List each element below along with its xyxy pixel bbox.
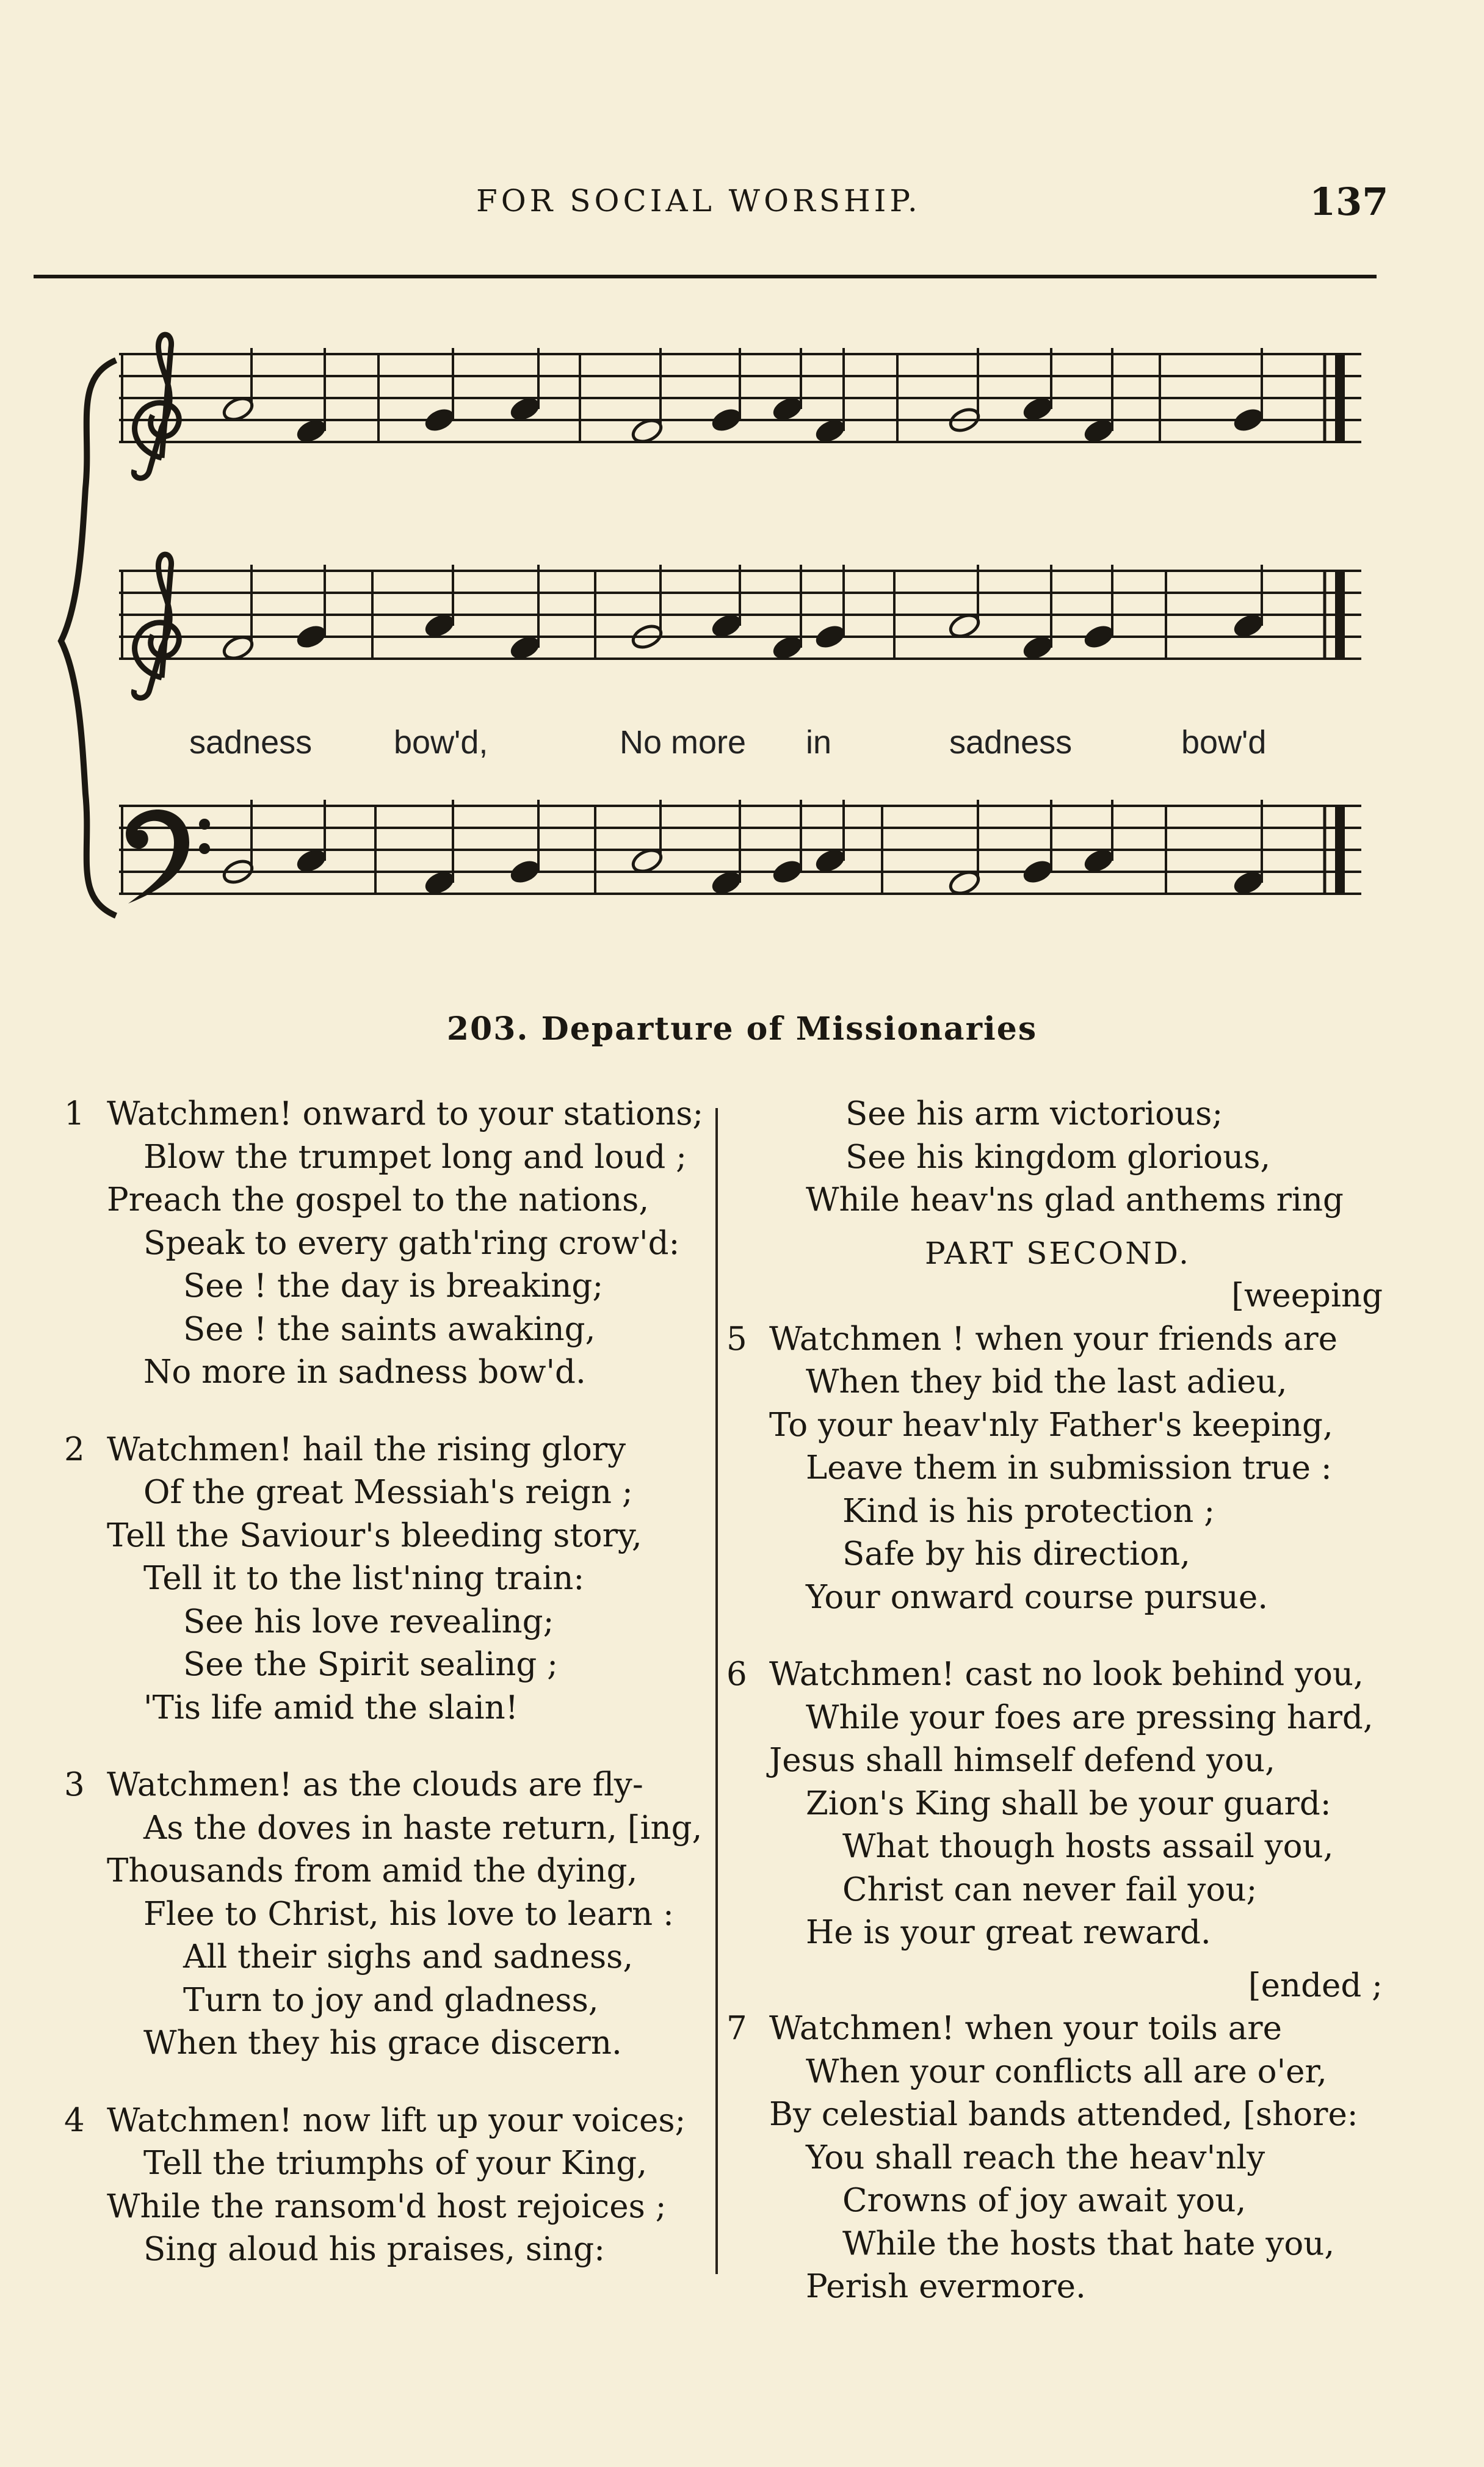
verse-line: Your onward course pursue. <box>806 1578 1269 1616</box>
treble-clef-icon <box>134 335 179 478</box>
verse-1 <box>64 1093 714 1394</box>
music-lyric: sadness <box>949 724 1073 761</box>
note-head <box>770 857 805 886</box>
column-divider <box>715 1108 718 2274</box>
verse-line: Turn to joy and gladness, <box>183 1981 599 2019</box>
verse-line: While heav'ns glad anthems ring <box>806 1181 1344 1219</box>
verse-line: Thousands from amid the dying, <box>107 1852 638 1889</box>
verse-2 <box>64 1429 714 1730</box>
verse-line: Speak to every gath'ring crow'd: <box>143 1224 680 1262</box>
verse-line: Blow the trumpet long and loud ; <box>143 1138 687 1176</box>
part-heading: PART SECOND. <box>924 1235 1191 1271</box>
music-score <box>0 0 1484 989</box>
verse-line: By celestial bands attended, [shore: <box>769 2096 1358 2133</box>
verse-line: See his arm victorious; <box>845 1095 1223 1132</box>
verse-line: Watchmen! cast no look behind you, <box>769 1656 1364 1693</box>
verse-line: See ! the day is breaking; <box>183 1267 604 1305</box>
verse-line: When they his grace discern. <box>143 2024 622 2062</box>
note-head <box>813 622 847 651</box>
verse-number: 4 <box>64 2101 85 2139</box>
running-title: FOR SOCIAL WORSHIP. <box>476 183 921 219</box>
verse-7 <box>726 1965 1389 2309</box>
verse-line: Christ can never fail you; <box>842 1871 1258 1908</box>
verse-line: Preach the gospel to the nations, <box>107 1181 650 1219</box>
verse-5 <box>726 1275 1389 1619</box>
note-head <box>1021 857 1055 886</box>
verse-line: While the ransom'd host rejoices ; <box>107 2187 667 2225</box>
verse-line: Kind is his protection ; <box>842 1492 1215 1530</box>
verse-line: See ! the saints awaking, <box>183 1310 596 1348</box>
music-lyric: in <box>806 724 832 761</box>
verse-line: 'Tis life amid the slain! <box>143 1689 519 1726</box>
hymn-heading: 203. Departure of Missionaries <box>446 1010 1038 1048</box>
right-column <box>726 1093 1389 2319</box>
note-head <box>1231 405 1265 434</box>
verse-line: Tell the triumphs of your King, <box>143 2145 648 2182</box>
verse-line: Perish evermore. <box>806 2268 1086 2305</box>
verse-line: Leave them in submission true : <box>806 1449 1332 1487</box>
verse-number: 3 <box>64 1766 85 1803</box>
music-lyric: sadness <box>189 724 313 761</box>
verse-number: 7 <box>726 2010 747 2047</box>
bass-clef-icon <box>126 810 210 904</box>
treble-clef-icon <box>134 554 179 698</box>
system-brace-icon <box>61 360 116 916</box>
verse-line: He is your great reward. <box>806 1914 1211 1951</box>
verse-line: Watchmen ! when your friends are <box>769 1320 1338 1358</box>
page-number: 137 <box>1309 179 1389 224</box>
verse-line: You shall reach the heav'nly <box>806 2139 1265 2176</box>
verse-line: Tell the Saviour's bleeding story, <box>107 1516 642 1554</box>
verse-number: 5 <box>726 1320 747 1358</box>
verse-line: While your foes are pressing hard, <box>806 1698 1374 1736</box>
note-head <box>709 405 744 434</box>
music-lyric: bow'd, <box>394 724 488 761</box>
verse-line: See his kingdom glorious, <box>845 1138 1271 1176</box>
verse-line: Sing aloud his praises, sing: <box>143 2231 606 2268</box>
verse-number: 6 <box>726 1656 747 1693</box>
verse-line: Watchmen! when your toils are <box>769 2010 1282 2047</box>
verse-line: When they bid the last adieu, <box>806 1363 1287 1400</box>
verse-line: Flee to Christ, his love to learn : <box>143 1895 674 1933</box>
verse-line: Watchmen! as the clouds are fly- <box>107 1766 643 1803</box>
music-lyric: No more <box>620 724 747 761</box>
verse-line: As the doves in haste return, [ing, <box>143 1809 703 1847</box>
note-head <box>1082 622 1116 651</box>
verse-line: When your conflicts all are o'er, <box>806 2052 1327 2090</box>
verse-line: What though hosts assail you, <box>842 1828 1334 1865</box>
verse-line: See his love revealing; <box>183 1603 554 1640</box>
left-column <box>64 1093 714 2306</box>
verse-3 <box>64 1764 714 2065</box>
verse-line: No more in sadness bow'd. <box>143 1353 586 1391</box>
verse-carry-over: [weeping <box>1231 1277 1383 1314</box>
verse-number: 2 <box>64 1430 85 1468</box>
verse-line: Tell it to the list'ning train: <box>143 1560 585 1597</box>
note-head <box>422 405 457 434</box>
verse-line: Watchmen! onward to your stations; <box>107 1095 704 1132</box>
verse-line: All their sighs and sadness, <box>183 1938 634 1976</box>
verse-line: Crowns of joy await you, <box>842 2182 1247 2219</box>
note-head <box>294 622 328 651</box>
verse-number: 1 <box>64 1095 85 1132</box>
verse-carry-over: [ended ; <box>1248 1966 1383 2004</box>
verse-line: To your heav'nly Father's keeping, <box>769 1406 1333 1444</box>
verse-4-continued <box>726 1093 1389 1222</box>
verse-line: Jesus shall himself defend you, <box>769 1742 1276 1779</box>
verse-6 <box>726 1653 1389 1955</box>
music-lyric: bow'd <box>1181 724 1267 761</box>
verse-4 <box>64 2099 714 2272</box>
verse-line: Watchmen! hail the rising glory <box>107 1430 626 1468</box>
verse-line: See the Spirit sealing ; <box>183 1646 558 1683</box>
verse-line: While the hosts that hate you, <box>842 2225 1335 2262</box>
verse-line: Watchmen! now lift up your voices; <box>107 2101 686 2139</box>
verse-line: Zion's King shall be your guard: <box>806 1784 1331 1822</box>
verse-line: Of the great Messiah's reign ; <box>143 1474 633 1511</box>
verse-line: Safe by his direction, <box>842 1535 1190 1573</box>
note-head <box>508 857 542 886</box>
